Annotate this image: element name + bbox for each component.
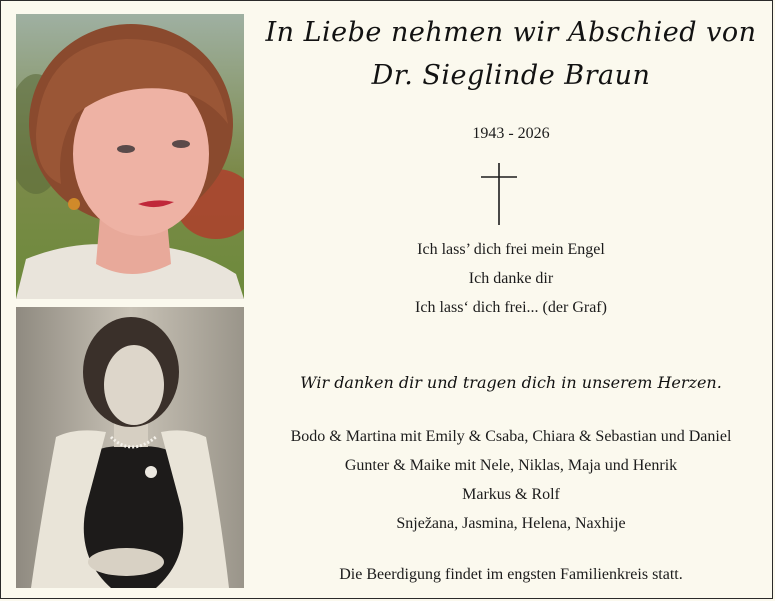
family-line: Bodo & Martina mit Emily & Csaba, Chiara & Sebastian und Daniel <box>290 428 732 445</box>
life-years: 1943 - 2026 <box>472 125 550 142</box>
poem-line: Ich lass‘ dich frei... (der Graf) <box>415 299 607 316</box>
family-line: Markus & Rolf <box>462 486 560 503</box>
portrait-photo-color <box>16 14 244 299</box>
poem-line: Ich lass’ dich frei mein Engel <box>417 241 605 258</box>
family-line: Snježana, Jasmina, Helena, Naxhije <box>396 515 626 532</box>
cross-icon <box>479 163 519 225</box>
heading-name: Dr. Sieglinde Braun <box>371 60 651 91</box>
portrait-photo-bw <box>16 307 244 588</box>
funeral-notice: Die Beerdigung findet im engsten Familienkreis statt. <box>339 566 683 583</box>
family-line: Gunter & Maike mit Nele, Niklas, Maja und Henrik <box>344 457 678 474</box>
thanks-line: Wir danken dir und tragen dich in unserem Herzen. <box>300 373 722 392</box>
heading-line-1: In Liebe nehmen wir Abschied von <box>265 17 757 48</box>
poem-line: Ich danke dir <box>468 270 554 287</box>
